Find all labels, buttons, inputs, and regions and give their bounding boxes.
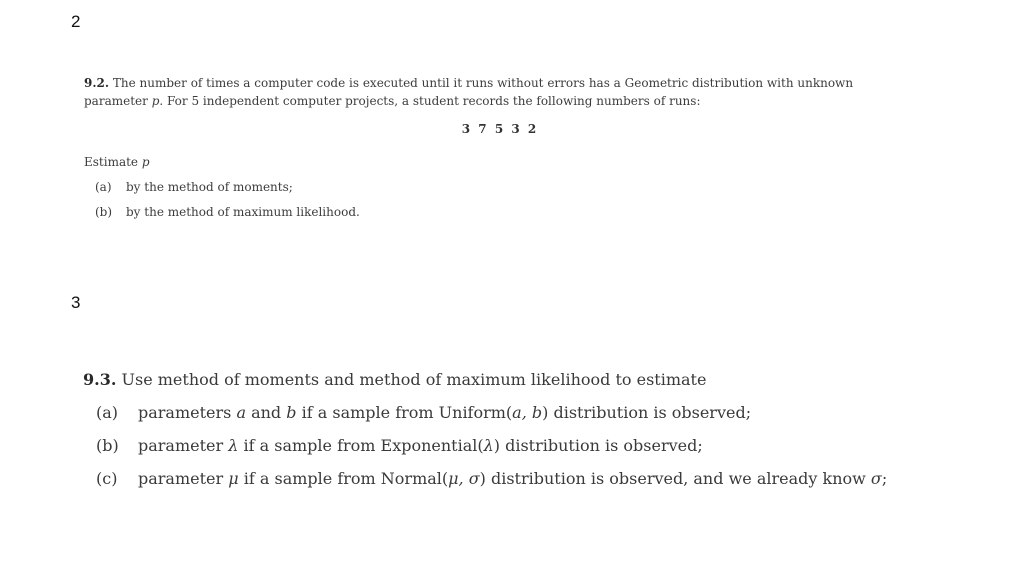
problem-9-3-intro: [83, 369, 706, 391]
part-text: parameters: [138, 403, 237, 422]
runs-data: 3 7 5 3 2: [461, 122, 539, 136]
estimate-label: [84, 153, 150, 172]
problem-9-3-part-b: [96, 435, 703, 457]
problem-number: 9.3.: [83, 370, 117, 389]
part-tag: (b): [95, 205, 113, 219]
part-text: ) distribution is observed;: [493, 436, 703, 455]
slide-number-2: 2: [71, 12, 81, 31]
part-text: by the method of moments;: [126, 180, 293, 194]
variable-sigma: σ: [870, 469, 882, 488]
part-text: if a sample from Uniform(: [296, 403, 513, 422]
part-text: by the method of maximum likelihood.: [126, 205, 360, 219]
variable-b: b: [286, 403, 297, 422]
statement-text: parameter: [84, 94, 152, 108]
estimate-text: Estimate: [84, 155, 142, 169]
variables-a-b: a, b: [512, 403, 543, 422]
variable-lambda: λ: [228, 436, 239, 455]
part-text: ;: [881, 469, 888, 488]
intro-text: Use method of moments and method of maximum likelihood to estimate: [116, 370, 707, 389]
part-text: if a sample from Normal(: [238, 469, 449, 488]
part-text: parameter: [138, 469, 229, 488]
part-tag: (a): [96, 403, 119, 422]
slide-number-3: 3: [71, 293, 81, 312]
part-tag: (a): [95, 180, 112, 194]
part-text: ) distribution is observed;: [542, 403, 752, 422]
part-tag: (c): [96, 469, 118, 488]
variables-mu-sigma: μ, σ: [448, 469, 480, 488]
statement-text: . For 5 independent computer projects, a student records the following numbers of runs:: [159, 94, 701, 108]
problem-number: 9.2.: [84, 76, 110, 90]
part-text: parameter: [138, 436, 229, 455]
problem-9-2-part-a: [95, 178, 293, 197]
problem-9-3-part-c: [96, 468, 887, 490]
part-text: if a sample from Exponential(: [238, 436, 484, 455]
variable-p: p: [151, 94, 160, 108]
problem-9-3-part-a: [96, 402, 751, 424]
variable-lambda: λ: [483, 436, 494, 455]
problem-9-2-part-b: [95, 203, 360, 222]
variable-p: p: [141, 155, 150, 169]
problem-9-2-statement-line1: [84, 74, 853, 93]
variable-a: a: [236, 403, 246, 422]
statement-text: The number of times a computer code is executed until it runs without errors has a Geometric distribution with unknown: [109, 76, 854, 90]
variable-mu: μ: [228, 469, 239, 488]
part-tag: (b): [96, 436, 119, 455]
part-text: and: [246, 403, 287, 422]
part-text: ) distribution is observed, and we already know: [479, 469, 871, 488]
problem-9-2-statement-line2: [84, 92, 700, 111]
